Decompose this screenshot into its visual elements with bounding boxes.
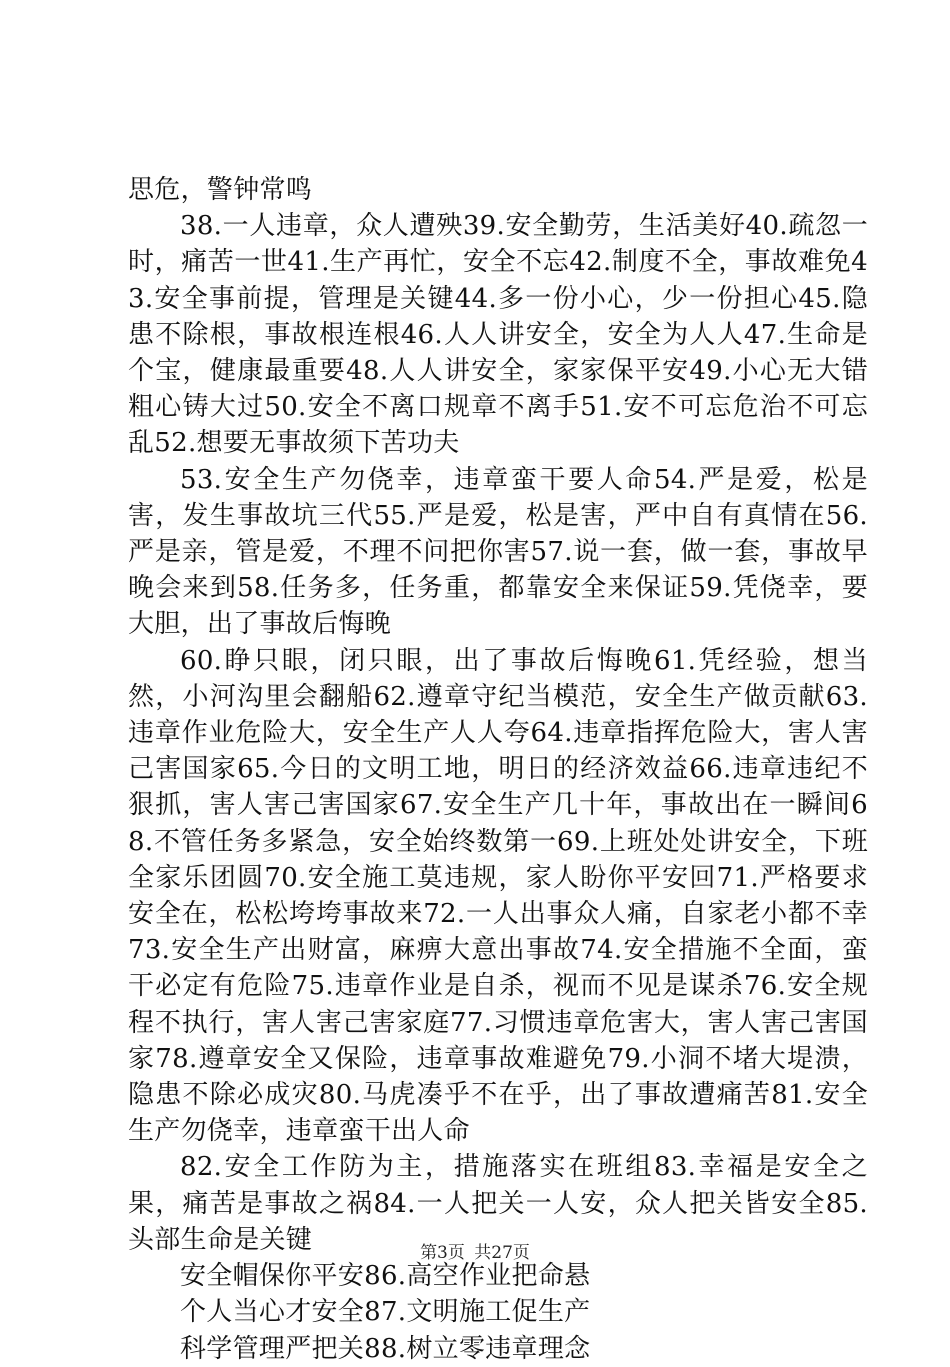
page-footer (0, 1241, 950, 1265)
indented-line-1: 安全帽保你平安86.高空作业把命悬 (180, 1261, 591, 1292)
indented-line-2: 个人当心才安全87.文明施工促生产 (180, 1297, 591, 1328)
page-number: 第3页 (420, 1243, 465, 1263)
document-body (128, 172, 868, 1367)
paragraph-5: 82.安全工作防为主，措施落实在班组83.幸福是安全之果，痛苦是事故之祸84.一人把关一人安，众人把关皆安全85.头部生命是关键 (128, 1152, 868, 1255)
paragraph-3: 53.安全生产勿侥幸，违章蛮干要人命54.严是爱，松是害，发生事故坑三代55.严是爱，松是害，严中自有真情在56.严是亲，管是爱，不理不问把你害57.说一套，做一套，事故早晚会来到58.任务多，任务重，都靠安全来保证59.凭侥幸，要大胆，出了事故后悔晚 (128, 464, 868, 640)
paragraph-2: 38.一人违章，众人遭殃39.安全勤劳，生活美好40.疏忽一时，痛苦一世41.生产再忙，安全不忘42.制度不全，事故难免43.安全事前提，管理是关键44.多一份小心，少一份担心45.隐患不除根，事故根连根46.人人讲安全，安全为人人47.生命是个宝，健康最重要48.人人讲安全，家家保平安49.小心无大错粗心铸大过50.安全不离口规章不离手51.安不可忘危治不可忘乱52.想要无事故须下苦功夫 (128, 211, 868, 459)
indented-line-3: 科学管理严把关88.树立零违章理念 (180, 1333, 591, 1364)
paragraph-4: 60.睁只眼，闭只眼，出了事故后悔晚61.凭经验，想当然，小河沟里会翻船62.遵章守纪当模范，安全生产做贡献63.违章作业危险大，安全生产人人夸64.违章指挥危险大，害人害己害国家65.今日的文明工地，明日的经济效益66.违章违纪不狠抓，害人害己害国家67.安全生产几十年，事故出在一瞬间68.不管任务多紧急，安全始终数第一69.上班处处讲安全，下班全家乐团圆70.安全施工莫违规，家人盼你平安回71.严格要求安全在，松松垮垮事故来72.一人出事众人痛，自家老小都不幸73.安全生产出财富，麻痹大意出事故74.安全措施不全面，蛮干必定有危险75.违章作业是自杀，视而不见是谋杀76.安全规程不执行，害人害己害家庭77.习惯违章危害大，害人害己害国家78.遵章安全又保险，违章事故难避免79.小洞不堵大堤溃，隐患不除必成灾80.马虎凑乎不在乎，出了事故遭痛苦81.安全生产勿侥幸，违章蛮干出人命 (128, 645, 868, 1147)
page-total: 共27页 (474, 1243, 530, 1263)
paragraph-1: 思危，警钟常鸣 (128, 175, 313, 205)
